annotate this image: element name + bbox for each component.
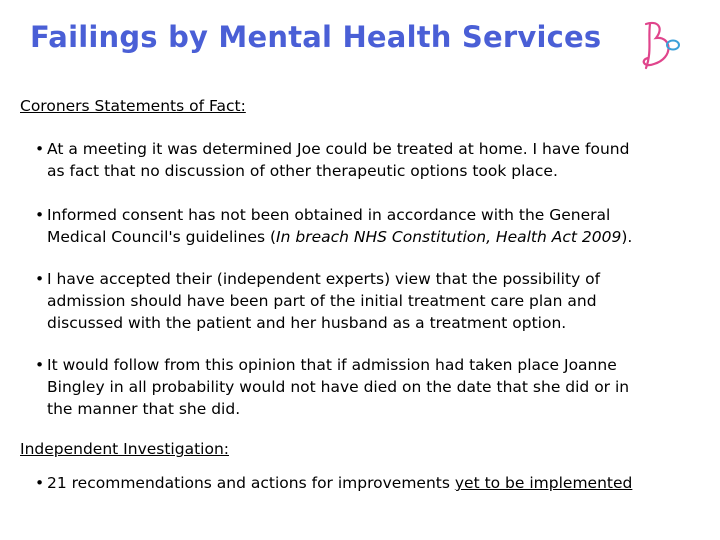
bullet-text: I have accepted their (independent experts) view that the possibility of	[47, 270, 601, 288]
bullet-text: the manner that she did.	[47, 400, 241, 418]
bullet-text: 21 recommendations and actions for improvements	[47, 474, 455, 492]
bullet-text: At a meeting it was determined Joe could be treated at home. I have found	[47, 140, 630, 158]
bullet-dot: •	[35, 474, 45, 492]
bullet-text: It would follow from this opinion that if admission had taken place Joanne	[47, 356, 617, 374]
bullet-text: Medical Council's guidelines (	[47, 228, 277, 246]
section-heading-investigation: Independent Investigation:	[20, 440, 229, 458]
list-item	[35, 354, 715, 420]
bullet-text: discussed with the patient and her husband as a treatment option.	[47, 314, 567, 332]
bullet-dot: •	[35, 356, 45, 374]
bullet-text: Informed consent has not been obtained in accordance with the General	[47, 206, 611, 224]
bullet-text: as fact that no discussion of other therapeutic options took place.	[47, 162, 558, 180]
bullet-text: admission should have been part of the initial treatment care plan and	[47, 292, 597, 310]
citation-text: In breach NHS Constitution, Health Act 2009	[276, 228, 622, 246]
bullet-dot: •	[35, 206, 45, 224]
bullet-text: Bingley in all probability would not have died on the date that she did or in	[47, 378, 630, 396]
brand-logo	[628, 18, 694, 74]
emphasis-text: yet to be implemented	[454, 474, 633, 492]
list-item	[35, 138, 715, 182]
list-item	[35, 472, 715, 494]
bullet-dot: •	[35, 270, 45, 288]
page-title: Failings by Mental Health Services	[30, 20, 602, 54]
list-item	[35, 204, 715, 248]
bullet-dot: •	[35, 140, 45, 158]
bullet-text: ).	[621, 228, 633, 246]
logo-b-stroke	[644, 23, 669, 68]
list-item	[35, 268, 715, 334]
section-heading-coroners: Coroners Statements of Fact:	[20, 97, 246, 115]
